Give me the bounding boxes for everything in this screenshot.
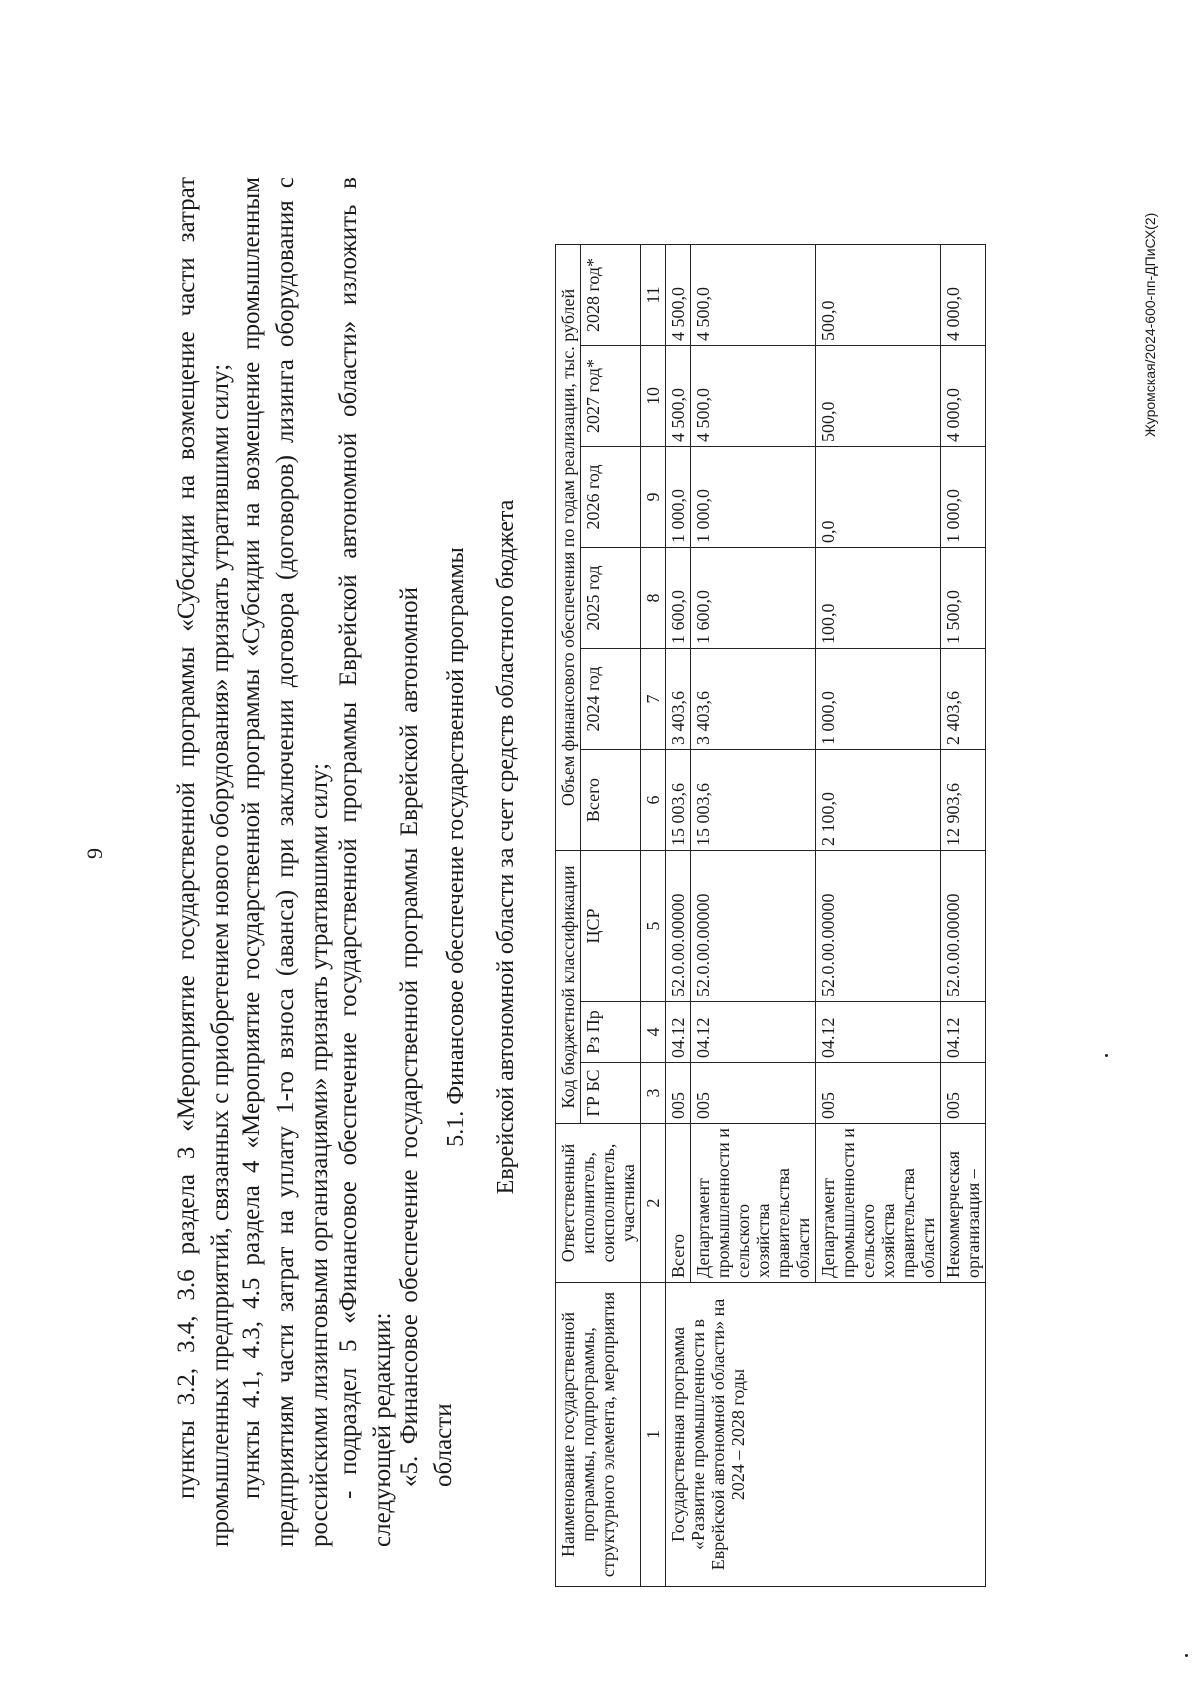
cell-total: 15 003,6 bbox=[666, 750, 691, 851]
scan-speck bbox=[1185, 1654, 1188, 1657]
header-2024: 2024 год bbox=[581, 649, 641, 750]
col-number: 4 bbox=[641, 1002, 666, 1063]
page-number: 9 bbox=[82, 848, 107, 859]
col-number: 5 bbox=[641, 851, 666, 1002]
cell-2024: 3 403,6 bbox=[666, 649, 691, 750]
header-grbs: ГР БС bbox=[581, 1063, 641, 1124]
cell-total: 15 003,6 bbox=[691, 750, 816, 851]
cell-responsible: Департамент промышленности и сельского хозяйства правительства области bbox=[816, 1124, 941, 1283]
col-number: 8 bbox=[641, 548, 666, 649]
paragraph-text: - подраздел 5 «Финансовое обеспечение государственной программы Еврейской автономной области» изложить в следующей редакции: bbox=[335, 177, 396, 1547]
cell-2026: 1 000,0 bbox=[666, 447, 691, 548]
cell-csr: 52.0.00.00000 bbox=[941, 851, 986, 1002]
cell-2028: 4 500,0 bbox=[691, 245, 816, 346]
cell-responsible: Всего bbox=[666, 1124, 691, 1283]
header-2025: 2025 год bbox=[581, 548, 641, 649]
cell-2024: 1 000,0 bbox=[816, 649, 941, 750]
paragraph-subsection-5 bbox=[332, 177, 400, 1547]
cell-rzpr: 04.12 bbox=[941, 1002, 986, 1063]
cell-csr: 52.0.00.00000 bbox=[666, 851, 691, 1002]
cell-responsible: Департамент промышленности и сельского хозяйства правительства области bbox=[691, 1124, 816, 1283]
col-number: 3 bbox=[641, 1063, 666, 1124]
cell-2025: 1 600,0 bbox=[691, 548, 816, 649]
table-row bbox=[666, 245, 691, 1587]
cell-rzpr: 04.12 bbox=[816, 1002, 941, 1063]
cell-2027: 4 000,0 bbox=[941, 346, 986, 447]
cell-grbs: 005 bbox=[666, 1063, 691, 1124]
cell-responsible: Некоммерческая организация – bbox=[941, 1124, 986, 1283]
paragraph-section-4 bbox=[235, 177, 337, 1547]
col-number: 7 bbox=[641, 649, 666, 750]
section-title-line2: Еврейской автономной области за счет средств областного бюджета bbox=[493, 499, 519, 1195]
cell-2025: 1 600,0 bbox=[666, 548, 691, 649]
cell-2027: 500,0 bbox=[816, 346, 941, 447]
paragraph-text: пункты 3.2, 3.4, 3.6 раздела 3 «Мероприятие государственной программы «Субсидии на возмещение части затрат промышленных предприятий, связанных с приобретением нового оборудования» признать утратившими силу; bbox=[173, 177, 234, 1547]
header-total: Всего bbox=[581, 750, 641, 851]
col-number: 10 bbox=[641, 346, 666, 447]
col-number: 1 bbox=[641, 1283, 666, 1587]
cell-total: 2 100,0 bbox=[816, 750, 941, 851]
cell-2026: 1 000,0 bbox=[691, 447, 816, 548]
header-2026: 2026 год bbox=[581, 447, 641, 548]
header-responsible: Ответственный исполнитель, соисполнитель, участника bbox=[556, 1124, 641, 1283]
col-number: 6 bbox=[641, 750, 666, 851]
cell-csr: 52.0.00.00000 bbox=[816, 851, 941, 1002]
cell-2026: 0,0 bbox=[816, 447, 941, 548]
cell-2025: 1 500,0 bbox=[941, 548, 986, 649]
cell-2027: 4 500,0 bbox=[691, 346, 816, 447]
header-csr: ЦСР bbox=[581, 851, 641, 1002]
cell-2026: 1 000,0 bbox=[941, 447, 986, 548]
scan-speck bbox=[1105, 1054, 1108, 1057]
cell-2028: 4 000,0 bbox=[941, 245, 986, 346]
header-budget-code: Код бюджетной классификации bbox=[556, 851, 581, 1124]
subsection-heading: «5. Финансовое обеспечение государственной программы Еврейской автономной области bbox=[396, 587, 457, 1487]
section-title-line1: 5.1. Финансовое обеспечение государственной программы bbox=[443, 547, 469, 1147]
cell-2025: 100,0 bbox=[816, 548, 941, 649]
document-footer-code: Журомская/2024-600-пп-ДПиСХ(2) bbox=[1142, 212, 1158, 437]
cell-2028: 500,0 bbox=[816, 245, 941, 346]
cell-2024: 3 403,6 bbox=[691, 649, 816, 750]
cell-rzpr: 04.12 bbox=[691, 1002, 816, 1063]
col-number: 2 bbox=[641, 1124, 666, 1283]
header-volume: Объем финансового обеспечения по годам реализации, тыс. рублей bbox=[556, 245, 581, 851]
header-rzpr: Рз Пр bbox=[581, 1002, 641, 1063]
col-number: 9 bbox=[641, 447, 666, 548]
cell-grbs: 005 bbox=[816, 1063, 941, 1124]
cell-rzpr: 04.12 bbox=[666, 1002, 691, 1063]
header-name: Наименование государственной программы, подпрограммы, структурного элемента, мероприятия bbox=[556, 1283, 641, 1587]
cell-2027: 4 500,0 bbox=[666, 346, 691, 447]
cell-csr: 52.0.00.00000 bbox=[691, 851, 816, 1002]
header-2028: 2028 год* bbox=[581, 245, 641, 346]
column-number-row bbox=[641, 245, 666, 1587]
cell-2028: 4 500,0 bbox=[666, 245, 691, 346]
financing-table bbox=[555, 244, 986, 1587]
cell-grbs: 005 bbox=[941, 1063, 986, 1124]
header-2027: 2027 год* bbox=[581, 346, 641, 447]
table-header-row bbox=[556, 245, 581, 1587]
paragraph-section-3 bbox=[170, 177, 238, 1547]
col-number: 11 bbox=[641, 245, 666, 346]
cell-2024: 2 403,6 bbox=[941, 649, 986, 750]
cell-grbs: 005 bbox=[691, 1063, 816, 1124]
cell-total: 12 903,6 bbox=[941, 750, 986, 851]
paragraph-text: пункты 4.1, 4.3, 4.5 раздела 4 «Мероприятие государственной программы «Субсидии на возмещение промышленным предприятиям части затрат на уплату 1-го взноса (аванса) при заключении договора (договоров) лизинга оборудования с российскими лизинговыми организациями» признать утратившими силу; bbox=[238, 177, 333, 1547]
program-name: Государственная программа «Развитие промышленности в Еврейской автономной области» на 2024 – 2028 годы bbox=[666, 1283, 986, 1587]
